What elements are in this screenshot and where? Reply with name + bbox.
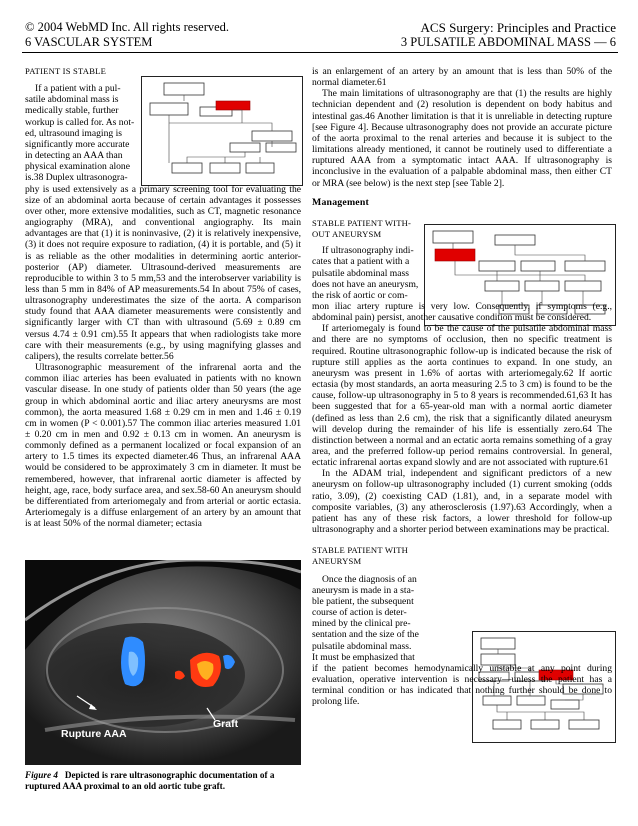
text-line: workup is called for. As not-	[25, 116, 135, 128]
section-title: 6 VASCULAR SYSTEM	[25, 35, 153, 49]
label-rupture-aaa: Rupture AAA	[61, 728, 127, 740]
text-line: satile abdominal mass is	[25, 94, 119, 106]
text-line: medically stable, further	[25, 105, 119, 117]
text-line: pulsatile abdominal mass.	[312, 640, 412, 652]
label-graft: Graft	[213, 718, 239, 730]
paragraph-aneurysm-course: if the patient becomes hemodynamically unstable at any point during evaluation, operative intervention is necessary—unless the patient has a terminal condition or has indicated that nothing further should be done to prolong life.	[312, 662, 612, 708]
text-line: sentation and the size of the	[312, 629, 419, 641]
paragraph-no-aneurysm: mon iliac artery rupture is very low. Consequently, if symptoms (e.g., abdominal pain) persist, another causative condition must be considered.	[312, 300, 612, 324]
heading-line: OUT ANEURYSM	[312, 229, 382, 240]
header-rule	[22, 52, 618, 53]
right-wrap-block-1	[312, 245, 422, 301]
figure-caption	[25, 770, 301, 792]
heading-stable-no-aneurysm	[312, 218, 420, 240]
copyright-line: © 2004 WebMD Inc. All rights reserved.	[25, 20, 230, 34]
left-wrap-block	[25, 83, 137, 183]
text-line: significantly more accurate	[25, 138, 130, 150]
paragraph-ultrasound-screening: phy is used extensively as a primary screening tool for evaluating the size of an abdominal aorta because of certain advantages it possesses over other, more extensive modalities, such as CT, magnetic resonance angiography (MRA), and conventional angiography. Its main advantages are that (1) it is noninvasive, (2) it is relatively inexpensive, (3) it does not require exposure to radiation, (4) it is portable, and (5) it is as reliable as the other modalities in determining aortic anterior-posterior (AP) diameter. Ultrasound-derived measurements are reproducible to within 3 to 5 mm,53 and the interobserver variability is less than 5 mm in 84% of AP measurements.54 In about 75% of cases, ultrasonography underestimates the size of the aorta. A comparison study found that AAA diameter measurements were consistently and significantly larger with CT than with ultrasound (5.69 ± 0.89 cm versus 4.74 ± 0.91 cm).55 It appears that when radiologists take more care with their measurements (e.g., by using magnifying glasses and calipers), the results correlate better.56	[25, 183, 301, 362]
text-line: course of action is deter-	[312, 607, 407, 619]
right-wrap-block-2	[312, 574, 462, 663]
text-line: pulsatile abdominal mass	[312, 267, 409, 279]
right-column	[312, 66, 612, 707]
chapter-title: 3 PULSATILE ABDOMINAL MASS — 6	[400, 35, 616, 49]
caption-label: Figure 4	[25, 770, 58, 780]
heading-patient-stable: PATIENT IS STABLE	[25, 66, 107, 76]
text-line: aneurysm is made in a sta-	[312, 584, 415, 596]
text-line: Once the diagnosis of an	[322, 573, 417, 585]
text-line: It must be emphasized that	[312, 651, 415, 663]
text-line: If a patient with a pul-	[35, 83, 121, 95]
ultrasound-image	[25, 560, 301, 765]
heading-line: ANEURYSM	[312, 556, 362, 567]
paragraph-normal-diameter: Ultrasonographic measurement of the infrarenal aorta and the common iliac arteries has been evaluated in patients with no known vascular disease. In one study of patients older than 50 years (the age group in which abdominal aortic and iliac artery aneurysms are most common), the aorta measured 1.68 ± 0.29 cm in men and 1.46 ± 0.19 cm in women (P < 0.001).57 The common iliac arteries measured 1.01 ± 0.20 cm in men and 0.92 ± 0.13 cm in women. An aneurysm is commonly defined as a permanent localized or focal expansion of an artery to 1.5 times its expected diameter.46 Thus, an infrarenal AAA would be considered to be approximately 3 cm in diameter. It must be remembered, however, that infrarenal aortic diameter is affected by height, age, race, body surface area, and sex.58-60 An aneurysm should be differentiated from arteriomegaly and from arterial or aortic ectasia. Arteriomegaly is a diffuse enlargement of an artery by an amount that is at least 50% of the normal diameter; ectasia	[25, 362, 301, 530]
heading-line: STABLE PATIENT WITH	[312, 545, 409, 556]
text-line: the risk of aortic or com-	[312, 289, 408, 301]
caption-text: Depicted is rare ultrasonographic documentation of a ruptured AAA proximal to an old aortic tube graft.	[25, 770, 275, 791]
paragraph-arteriomegaly: If arteriomegaly is found to be the cause of the pulsatile abdominal mass and there are no symptoms of occlusion, then no specific treatment is required. Routine ultrasonographic follow-up is indicated because the risk of rupture still applies as the aorta continues to expand. In one study, an aneurysm was present in 1.6% of aortas with arteriomegaly.62 If aortic ectasia (by most standards, an aorta measuring 2.5 to 3 cm) is found to be the cause, follow-up ultrasonography in 5 to 8 years is recommended.61,63 It has been suggested that for a 65-year-old man with a normal aortic diameter (defined as less than 2.6 cm), the risk that a significantly dilated aneurysm will develop during the remainder of his life is essentially zero.64 The distinction between a normal and an ectatic aorta remains something of a gray area, and the preferred follow-up period remains controversial. In general, ectatic infrarenal aortas expand slowly and are not associated with rupture.61	[312, 323, 612, 469]
text-line: in detecting an AAA than	[25, 150, 123, 162]
text-line: physical examination alone	[25, 161, 130, 173]
text-line: ble patient, the subsequent	[312, 595, 414, 607]
heading-management: Management	[312, 196, 369, 208]
text-line: ed, ultrasound imaging is	[25, 127, 122, 139]
heading-line: STABLE PATIENT WITH-	[312, 217, 412, 228]
text-line: cates that a patient with a	[312, 256, 410, 268]
text-line: If ultrasonography indi-	[322, 245, 414, 257]
paragraph-limitations: The main limitations of ultrasonography are that (1) the results are highly technician dependent and (2) resolution is dependent on body habitus and intestinal gas.46 Another limitation is that it is unreliable in detecting rupture [see Figure 4]. Because ultrasonography does not provide an accurate picture of the aorta proximal to the renal arteries and because it is subject to the limitations already mentioned, it cannot be routinely used to differentiate a ruptured AAA from a symptomatic intact AAA. If ultrasonography is inconclusive in the evaluation of a palpable abdominal mass, then either CT or MRA (see below) is the next step [see Table 2].	[312, 88, 612, 189]
paragraph-adam-trial: In the ADAM trial, independent and significant predictors of a new aneurysm on follow-up ultrasonography included (1) current smoking (odds ratio, 3.09), (2) coexisting CAD (1.81), and, in a separate model with composite variables, (3) any atherosclerosis (1.97).63 Accordingly, when a patient has any of these risk factors, a lower threshold for follow-up ultrasonography and a shorter period between examinations may be practical.	[312, 468, 612, 536]
text-line: is.38 Duplex ultrasonogra-	[25, 172, 128, 184]
paragraph-ectasia-definition: is an enlargement of an artery by an amount that is less than 50% of the normal diameter.61	[312, 66, 612, 89]
left-column	[25, 66, 301, 529]
book-title: ACS Surgery: Principles and Practice	[420, 20, 616, 35]
text-line: mined by the clinical pre-	[312, 618, 411, 630]
text-line: does not have an aneurysm,	[312, 278, 419, 290]
heading-stable-with-aneurysm	[312, 545, 462, 567]
